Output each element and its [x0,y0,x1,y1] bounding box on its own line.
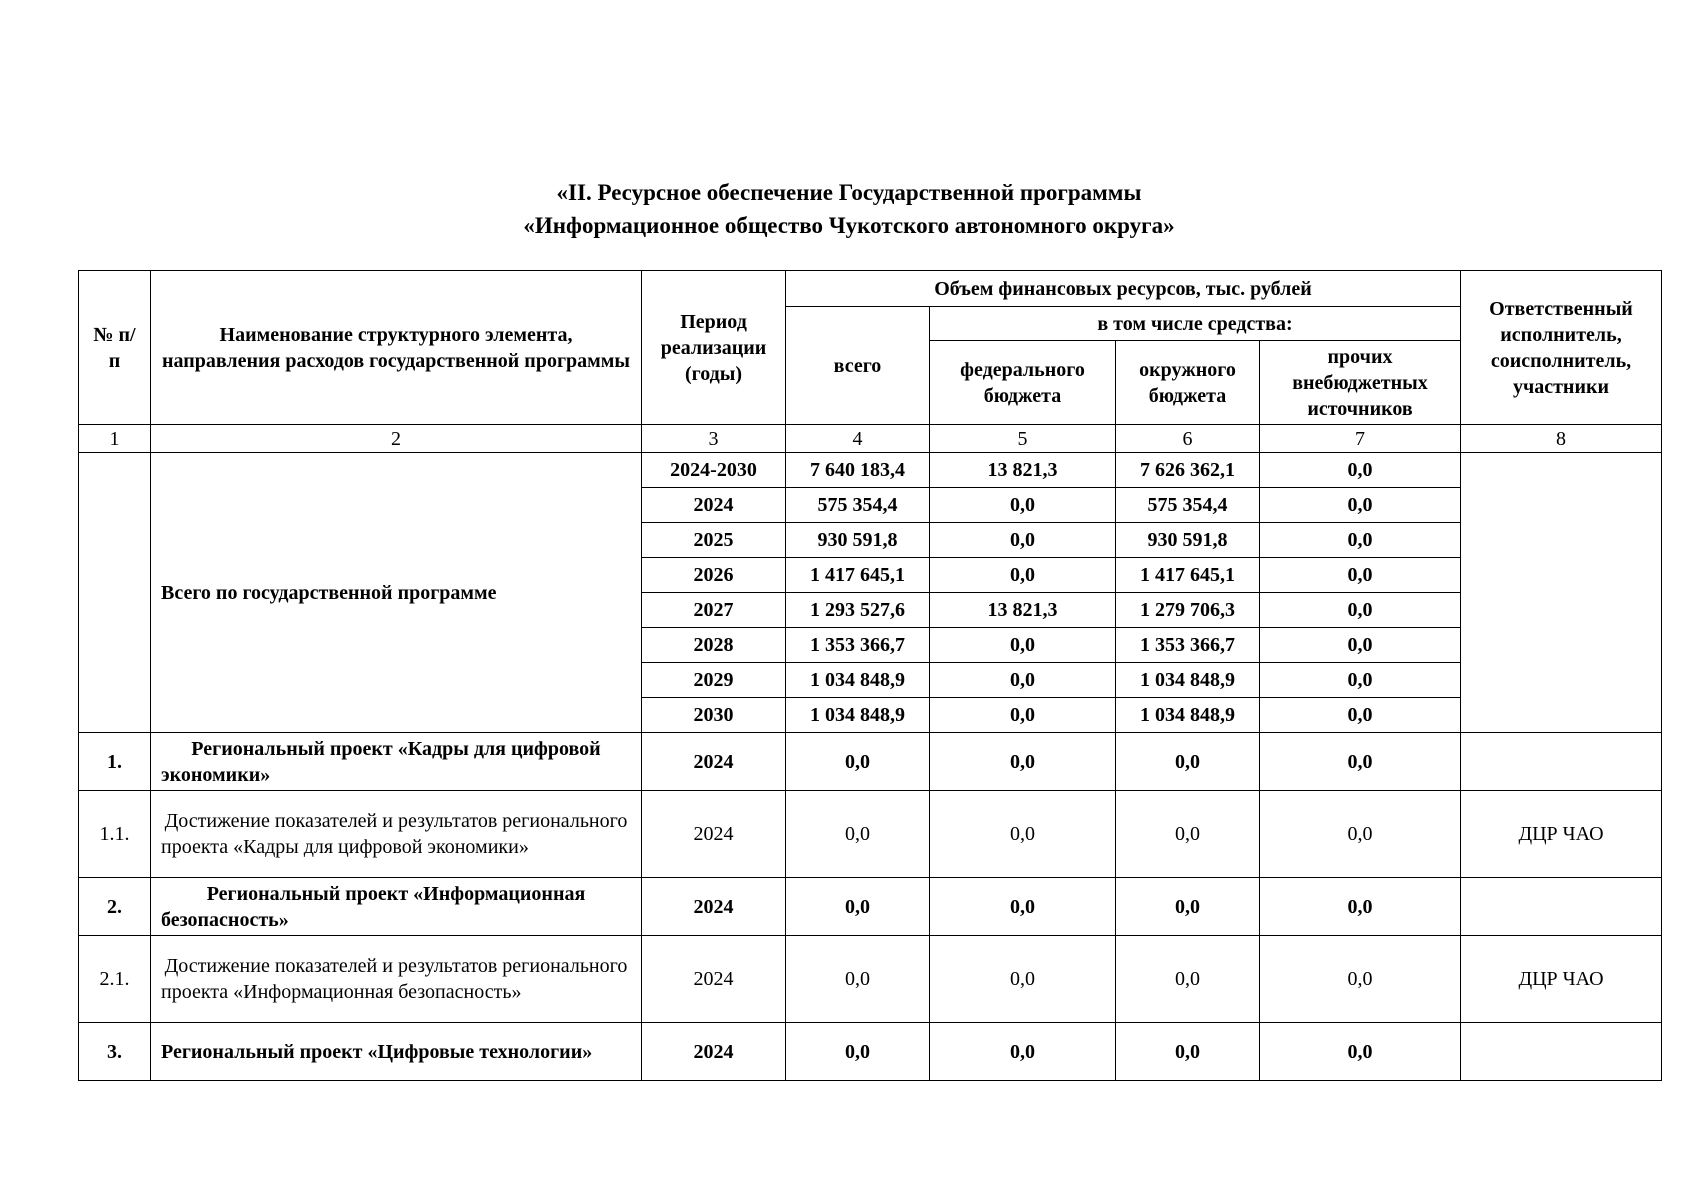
other-cell: 0,0 [1260,523,1461,558]
total-name: Всего по государственной программе [151,453,642,733]
title-line-1: «II. Ресурсное обеспечение Государственной программы [556,180,1142,205]
table-row [79,791,1662,878]
title-line-2: «Информационное общество Чукотского автономного округа» [523,213,1175,238]
period-cell: 2026 [642,558,786,593]
period-cell: 2024 [642,791,786,878]
federal-cell: 0,0 [930,663,1116,698]
column-number: 4 [786,425,930,453]
district-cell: 0,0 [1116,1023,1260,1081]
period-cell: 2027 [642,593,786,628]
period-cell: 2025 [642,523,786,558]
total-cell: 0,0 [786,878,930,936]
other-cell: 0,0 [1260,593,1461,628]
period-cell: 2024 [642,488,786,523]
table-row [79,936,1662,1023]
total-cell: 0,0 [786,791,930,878]
federal-cell: 0,0 [930,1023,1116,1081]
item-num: 1.1. [79,791,151,878]
federal-cell: 13 821,3 [930,593,1116,628]
district-cell: 0,0 [1116,936,1260,1023]
period-cell: 2024 [642,1023,786,1081]
header-period: Период реализации (годы) [642,271,786,425]
document-title [0,176,1698,242]
total-num-cell [79,453,151,733]
table-row [79,1023,1662,1081]
district-cell: 930 591,8 [1116,523,1260,558]
column-number: 3 [642,425,786,453]
header-volume: Объем финансовых ресурсов, тыс. рублей [786,271,1461,307]
header-federal: федерального бюджета [930,341,1116,425]
item-name: Региональный проект «Кадры для цифровой экономики» [151,733,642,791]
other-cell: 0,0 [1260,558,1461,593]
federal-cell: 0,0 [930,628,1116,663]
federal-cell: 0,0 [930,523,1116,558]
period-cell: 2028 [642,628,786,663]
federal-cell: 0,0 [930,698,1116,733]
header-other: прочих внебюджетных источников [1260,341,1461,425]
district-cell: 1 279 706,3 [1116,593,1260,628]
total-cell: 0,0 [786,733,930,791]
district-cell: 1 353 366,7 [1116,628,1260,663]
federal-cell: 0,0 [930,791,1116,878]
total-cell: 1 353 366,7 [786,628,930,663]
responsible-cell [1461,878,1662,936]
item-name: Региональный проект «Информационная безопасность» [151,878,642,936]
period-cell: 2024-2030 [642,453,786,488]
total-cell: 0,0 [786,936,930,1023]
other-cell: 0,0 [1260,453,1461,488]
header-name: Наименование структурного элемента, направления расходов государственной программы [151,271,642,425]
district-cell: 7 626 362,1 [1116,453,1260,488]
federal-cell: 0,0 [930,558,1116,593]
total-cell: 1 034 848,9 [786,663,930,698]
item-name: Региональный проект «Цифровые технологии» [151,1023,642,1081]
header-responsible: Ответственный исполнитель, соисполнитель, участники [1461,271,1662,425]
table-row [79,878,1662,936]
item-name: Достижение показателей и результатов регионального проекта «Информационная безопасность» [151,936,642,1023]
period-cell: 2024 [642,733,786,791]
other-cell: 0,0 [1260,733,1461,791]
item-num: 2.1. [79,936,151,1023]
item-num: 1. [79,733,151,791]
table-row [79,733,1662,791]
total-responsible-cell [1461,453,1662,733]
period-cell: 2030 [642,698,786,733]
total-cell: 7 640 183,4 [786,453,930,488]
table-header [79,271,1662,453]
item-num: 2. [79,878,151,936]
total-cell: 930 591,8 [786,523,930,558]
other-cell: 0,0 [1260,878,1461,936]
column-number-row [79,425,1662,453]
district-cell: 575 354,4 [1116,488,1260,523]
column-number: 8 [1461,425,1662,453]
period-cell: 2024 [642,936,786,1023]
responsible-cell [1461,1023,1662,1081]
federal-cell: 13 821,3 [930,453,1116,488]
item-name: Достижение показателей и результатов регионального проекта «Кадры для цифровой экономики» [151,791,642,878]
other-cell: 0,0 [1260,663,1461,698]
total-cell: 1 417 645,1 [786,558,930,593]
other-cell: 0,0 [1260,628,1461,663]
district-cell: 1 034 848,9 [1116,698,1260,733]
header-including: в том числе средства: [930,307,1461,341]
other-cell: 0,0 [1260,698,1461,733]
federal-cell: 0,0 [930,733,1116,791]
other-cell: 0,0 [1260,1023,1461,1081]
header-num: № п/п [79,271,151,425]
column-number: 1 [79,425,151,453]
header-total: всего [786,307,930,425]
total-cell: 0,0 [786,1023,930,1081]
total-cell: 575 354,4 [786,488,930,523]
period-cell: 2024 [642,878,786,936]
period-cell: 2029 [642,663,786,698]
header-district: окружного бюджета [1116,341,1260,425]
table-row [79,453,1662,488]
district-cell: 1 034 848,9 [1116,663,1260,698]
column-number: 7 [1260,425,1461,453]
resource-table [78,270,1662,1081]
column-number: 6 [1116,425,1260,453]
other-cell: 0,0 [1260,488,1461,523]
total-block [79,453,1662,733]
column-number: 5 [930,425,1116,453]
responsible-cell: ДЦР ЧАО [1461,936,1662,1023]
federal-cell: 0,0 [930,488,1116,523]
total-cell: 1 293 527,6 [786,593,930,628]
responsible-cell: ДЦР ЧАО [1461,791,1662,878]
district-cell: 1 417 645,1 [1116,558,1260,593]
federal-cell: 0,0 [930,878,1116,936]
project-rows [79,733,1662,1081]
district-cell: 0,0 [1116,733,1260,791]
district-cell: 0,0 [1116,791,1260,878]
district-cell: 0,0 [1116,878,1260,936]
total-cell: 1 034 848,9 [786,698,930,733]
other-cell: 0,0 [1260,936,1461,1023]
federal-cell: 0,0 [930,936,1116,1023]
column-number: 2 [151,425,642,453]
responsible-cell [1461,733,1662,791]
other-cell: 0,0 [1260,791,1461,878]
item-num: 3. [79,1023,151,1081]
